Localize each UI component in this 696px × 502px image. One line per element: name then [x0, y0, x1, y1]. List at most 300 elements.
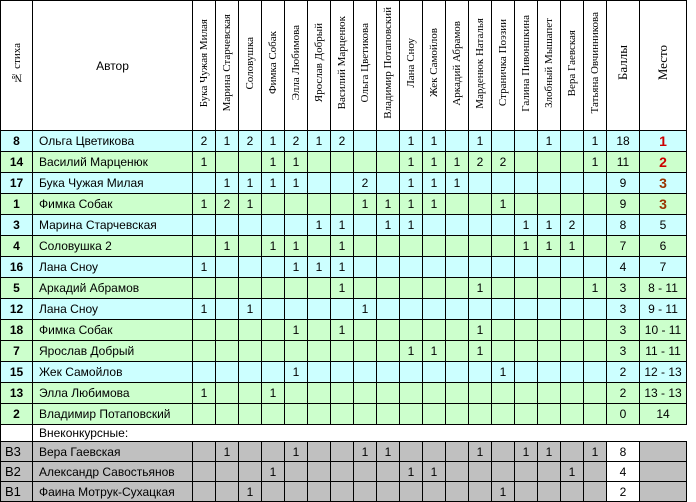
vote-cell[interactable]	[400, 442, 423, 462]
vote-cell[interactable]	[193, 362, 216, 383]
vote-cell[interactable]	[561, 341, 584, 362]
place-cell[interactable]: 5	[640, 215, 687, 236]
author-cell[interactable]: Соловушка 2	[33, 236, 193, 257]
vote-cell[interactable]	[377, 152, 400, 173]
vote-cell[interactable]: 1	[492, 362, 515, 383]
vote-cell[interactable]: 1	[423, 131, 446, 152]
vote-cell[interactable]	[308, 320, 331, 341]
score-cell[interactable]: 9	[607, 194, 640, 215]
score-cell[interactable]: 18	[607, 131, 640, 152]
vote-cell[interactable]	[354, 215, 377, 236]
vote-cell[interactable]	[262, 194, 285, 215]
place-cell[interactable]: 6	[640, 236, 687, 257]
vote-cell[interactable]: 1	[193, 299, 216, 320]
vote-cell[interactable]: 1	[377, 215, 400, 236]
author-cell[interactable]: Аркадий Абрамов	[33, 278, 193, 299]
vote-cell[interactable]	[308, 194, 331, 215]
vote-cell[interactable]	[354, 404, 377, 425]
vote-cell[interactable]	[584, 215, 607, 236]
vote-cell[interactable]	[377, 404, 400, 425]
vote-cell[interactable]	[308, 442, 331, 462]
poem-number[interactable]: 13	[1, 383, 33, 404]
vote-cell[interactable]	[239, 362, 262, 383]
vote-cell[interactable]: 1	[584, 442, 607, 462]
vote-cell[interactable]	[193, 462, 216, 482]
author-cell[interactable]: Лана Сноу	[33, 299, 193, 320]
vote-cell[interactable]	[400, 278, 423, 299]
vote-cell[interactable]	[285, 215, 308, 236]
vote-cell[interactable]	[584, 299, 607, 320]
vote-cell[interactable]	[515, 404, 538, 425]
place-cell[interactable]: 10 - 11	[640, 320, 687, 341]
vote-cell[interactable]	[515, 152, 538, 173]
vote-cell[interactable]	[262, 278, 285, 299]
vote-cell[interactable]	[561, 482, 584, 502]
vote-cell[interactable]	[538, 173, 561, 194]
vote-cell[interactable]: 1	[446, 173, 469, 194]
vote-cell[interactable]	[446, 236, 469, 257]
vote-cell[interactable]	[216, 278, 239, 299]
vote-cell[interactable]: 1	[262, 131, 285, 152]
vote-cell[interactable]	[446, 131, 469, 152]
vote-cell[interactable]	[492, 442, 515, 462]
vote-cell[interactable]	[538, 383, 561, 404]
vote-cell[interactable]	[193, 320, 216, 341]
vote-cell[interactable]	[285, 482, 308, 502]
vote-cell[interactable]	[331, 152, 354, 173]
vote-cell[interactable]: 1	[515, 215, 538, 236]
vote-cell[interactable]	[561, 442, 584, 462]
vote-cell[interactable]: 1	[469, 320, 492, 341]
place-cell[interactable]: 3	[640, 194, 687, 215]
place-cell[interactable]: 8 - 11	[640, 278, 687, 299]
vote-cell[interactable]	[423, 383, 446, 404]
vote-cell[interactable]: 1	[285, 236, 308, 257]
vote-cell[interactable]	[239, 215, 262, 236]
vote-cell[interactable]	[331, 462, 354, 482]
place-cell[interactable]: 2	[640, 152, 687, 173]
vote-cell[interactable]	[331, 299, 354, 320]
place-cell[interactable]: 11 - 11	[640, 341, 687, 362]
vote-cell[interactable]	[354, 462, 377, 482]
vote-cell[interactable]	[308, 362, 331, 383]
author-cell[interactable]: Фимка Собак	[33, 194, 193, 215]
vote-cell[interactable]	[538, 462, 561, 482]
vote-cell[interactable]	[216, 383, 239, 404]
poem-number[interactable]: В3	[1, 442, 33, 462]
score-cell[interactable]: 4	[607, 462, 640, 482]
vote-cell[interactable]: 1	[400, 173, 423, 194]
author-cell[interactable]: Вера Гаевская	[33, 442, 193, 462]
vote-cell[interactable]: 2	[354, 173, 377, 194]
vote-cell[interactable]	[354, 131, 377, 152]
vote-cell[interactable]	[515, 257, 538, 278]
vote-cell[interactable]	[400, 362, 423, 383]
vote-cell[interactable]	[193, 341, 216, 362]
author-cell[interactable]: Жек Самойлов	[33, 362, 193, 383]
place-cell[interactable]	[640, 442, 687, 462]
vote-cell[interactable]	[193, 404, 216, 425]
vote-cell[interactable]	[216, 299, 239, 320]
vote-cell[interactable]	[354, 362, 377, 383]
vote-cell[interactable]	[239, 383, 262, 404]
vote-cell[interactable]: 1	[469, 442, 492, 462]
vote-cell[interactable]	[561, 131, 584, 152]
vote-cell[interactable]	[584, 482, 607, 502]
vote-cell[interactable]	[446, 482, 469, 502]
poem-number[interactable]: В1	[1, 482, 33, 502]
vote-cell[interactable]	[308, 236, 331, 257]
vote-cell[interactable]: 1	[561, 462, 584, 482]
vote-cell[interactable]	[400, 236, 423, 257]
vote-cell[interactable]: 2	[193, 131, 216, 152]
poem-number[interactable]: 1	[1, 194, 33, 215]
vote-cell[interactable]	[354, 383, 377, 404]
vote-cell[interactable]	[423, 362, 446, 383]
vote-cell[interactable]	[561, 278, 584, 299]
vote-cell[interactable]	[331, 383, 354, 404]
score-cell[interactable]: 2	[607, 482, 640, 502]
poem-number[interactable]: 18	[1, 320, 33, 341]
vote-cell[interactable]: 1	[400, 462, 423, 482]
vote-cell[interactable]	[354, 482, 377, 502]
vote-cell[interactable]	[446, 462, 469, 482]
vote-cell[interactable]: 1	[469, 341, 492, 362]
vote-cell[interactable]	[584, 383, 607, 404]
vote-cell[interactable]	[538, 320, 561, 341]
score-cell[interactable]: 2	[607, 383, 640, 404]
vote-cell[interactable]	[492, 131, 515, 152]
vote-cell[interactable]	[538, 341, 561, 362]
vote-cell[interactable]: 2	[469, 152, 492, 173]
vote-cell[interactable]	[446, 320, 469, 341]
place-cell[interactable]	[640, 482, 687, 502]
vote-cell[interactable]	[377, 173, 400, 194]
vote-cell[interactable]	[561, 299, 584, 320]
vote-cell[interactable]	[377, 462, 400, 482]
vote-cell[interactable]: 1	[262, 173, 285, 194]
poem-number[interactable]: 12	[1, 299, 33, 320]
vote-cell[interactable]	[285, 462, 308, 482]
poem-number[interactable]: 5	[1, 278, 33, 299]
vote-cell[interactable]	[538, 404, 561, 425]
vote-cell[interactable]	[423, 278, 446, 299]
vote-cell[interactable]: 1	[308, 215, 331, 236]
vote-cell[interactable]	[561, 152, 584, 173]
vote-cell[interactable]: 1	[193, 194, 216, 215]
vote-cell[interactable]	[308, 482, 331, 502]
vote-cell[interactable]	[538, 482, 561, 502]
vote-cell[interactable]	[377, 236, 400, 257]
vote-cell[interactable]: 1	[193, 257, 216, 278]
vote-cell[interactable]: 1	[469, 278, 492, 299]
poem-number[interactable]: 8	[1, 131, 33, 152]
vote-cell[interactable]	[216, 257, 239, 278]
vote-cell[interactable]: 1	[331, 257, 354, 278]
vote-cell[interactable]: 2	[492, 152, 515, 173]
vote-cell[interactable]	[262, 442, 285, 462]
vote-cell[interactable]	[561, 320, 584, 341]
vote-cell[interactable]: 2	[561, 215, 584, 236]
score-cell[interactable]: 3	[607, 320, 640, 341]
author-cell[interactable]: Александр Савостьянов	[33, 462, 193, 482]
vote-cell[interactable]	[423, 442, 446, 462]
vote-cell[interactable]: 1	[239, 173, 262, 194]
vote-cell[interactable]: 1	[584, 152, 607, 173]
vote-cell[interactable]	[262, 257, 285, 278]
vote-cell[interactable]	[331, 173, 354, 194]
vote-cell[interactable]	[423, 404, 446, 425]
vote-cell[interactable]	[538, 278, 561, 299]
score-cell[interactable]: 4	[607, 257, 640, 278]
vote-cell[interactable]	[515, 278, 538, 299]
vote-cell[interactable]	[239, 442, 262, 462]
vote-cell[interactable]	[262, 299, 285, 320]
vote-cell[interactable]: 1	[262, 152, 285, 173]
vote-cell[interactable]	[515, 320, 538, 341]
vote-cell[interactable]: 1	[515, 236, 538, 257]
vote-cell[interactable]	[262, 215, 285, 236]
vote-cell[interactable]	[561, 257, 584, 278]
poem-number[interactable]: 16	[1, 257, 33, 278]
vote-cell[interactable]: 1	[308, 131, 331, 152]
vote-cell[interactable]	[285, 404, 308, 425]
vote-cell[interactable]	[561, 404, 584, 425]
place-cell[interactable]: 1	[640, 131, 687, 152]
vote-cell[interactable]	[469, 173, 492, 194]
vote-cell[interactable]	[492, 215, 515, 236]
place-cell[interactable]: 13 - 13	[640, 383, 687, 404]
vote-cell[interactable]	[446, 383, 469, 404]
vote-cell[interactable]: 1	[285, 152, 308, 173]
vote-cell[interactable]	[400, 482, 423, 502]
vote-cell[interactable]	[584, 236, 607, 257]
place-cell[interactable]: 3	[640, 173, 687, 194]
score-cell[interactable]: 3	[607, 341, 640, 362]
vote-cell[interactable]: 1	[239, 299, 262, 320]
author-cell[interactable]: Фимка Собак	[33, 320, 193, 341]
vote-cell[interactable]	[584, 173, 607, 194]
vote-cell[interactable]	[446, 194, 469, 215]
vote-cell[interactable]	[446, 215, 469, 236]
vote-cell[interactable]	[446, 404, 469, 425]
vote-cell[interactable]	[515, 341, 538, 362]
vote-cell[interactable]: 1	[239, 194, 262, 215]
author-cell[interactable]: Элла Любимова	[33, 383, 193, 404]
vote-cell[interactable]	[492, 278, 515, 299]
vote-cell[interactable]	[469, 462, 492, 482]
vote-cell[interactable]: 1	[400, 131, 423, 152]
vote-cell[interactable]	[423, 482, 446, 502]
vote-cell[interactable]: 1	[216, 131, 239, 152]
vote-cell[interactable]: 1	[285, 257, 308, 278]
vote-cell[interactable]	[400, 404, 423, 425]
vote-cell[interactable]	[469, 383, 492, 404]
vote-cell[interactable]	[377, 131, 400, 152]
vote-cell[interactable]	[193, 173, 216, 194]
vote-cell[interactable]	[193, 215, 216, 236]
vote-cell[interactable]	[584, 362, 607, 383]
vote-cell[interactable]: 1	[423, 462, 446, 482]
place-cell[interactable]: 7	[640, 257, 687, 278]
place-cell[interactable]	[640, 462, 687, 482]
vote-cell[interactable]: 1	[377, 194, 400, 215]
vote-cell[interactable]: 1	[216, 236, 239, 257]
vote-cell[interactable]	[193, 482, 216, 502]
vote-cell[interactable]	[331, 194, 354, 215]
vote-cell[interactable]	[285, 341, 308, 362]
vote-cell[interactable]	[285, 383, 308, 404]
vote-cell[interactable]	[354, 278, 377, 299]
vote-cell[interactable]	[193, 442, 216, 462]
vote-cell[interactable]	[239, 341, 262, 362]
vote-cell[interactable]: 1	[515, 442, 538, 462]
vote-cell[interactable]: 1	[538, 236, 561, 257]
vote-cell[interactable]	[400, 383, 423, 404]
vote-cell[interactable]	[538, 299, 561, 320]
vote-cell[interactable]: 1	[285, 173, 308, 194]
vote-cell[interactable]: 2	[216, 194, 239, 215]
vote-cell[interactable]	[469, 362, 492, 383]
vote-cell[interactable]	[423, 215, 446, 236]
vote-cell[interactable]: 1	[377, 442, 400, 462]
vote-cell[interactable]	[239, 462, 262, 482]
vote-cell[interactable]	[239, 236, 262, 257]
vote-cell[interactable]	[331, 482, 354, 502]
vote-cell[interactable]	[216, 152, 239, 173]
vote-cell[interactable]	[584, 462, 607, 482]
vote-cell[interactable]: 1	[308, 257, 331, 278]
vote-cell[interactable]	[331, 362, 354, 383]
vote-cell[interactable]	[216, 320, 239, 341]
vote-cell[interactable]	[239, 320, 262, 341]
vote-cell[interactable]	[469, 404, 492, 425]
vote-cell[interactable]	[515, 482, 538, 502]
place-cell[interactable]: 12 - 13	[640, 362, 687, 383]
vote-cell[interactable]	[354, 152, 377, 173]
vote-cell[interactable]	[308, 404, 331, 425]
vote-cell[interactable]: 1	[331, 278, 354, 299]
vote-cell[interactable]: 1	[331, 236, 354, 257]
vote-cell[interactable]	[446, 362, 469, 383]
vote-cell[interactable]	[239, 152, 262, 173]
vote-cell[interactable]: 1	[538, 215, 561, 236]
vote-cell[interactable]	[354, 257, 377, 278]
author-cell[interactable]: Фаина Мотрук-Сухацкая	[33, 482, 193, 502]
vote-cell[interactable]	[423, 236, 446, 257]
vote-cell[interactable]	[216, 482, 239, 502]
vote-cell[interactable]	[262, 341, 285, 362]
place-cell[interactable]: 14	[640, 404, 687, 425]
vote-cell[interactable]	[308, 341, 331, 362]
vote-cell[interactable]	[423, 320, 446, 341]
score-cell[interactable]: 2	[607, 362, 640, 383]
vote-cell[interactable]	[469, 236, 492, 257]
score-cell[interactable]: 9	[607, 173, 640, 194]
vote-cell[interactable]	[423, 299, 446, 320]
vote-cell[interactable]: 1	[400, 341, 423, 362]
vote-cell[interactable]	[515, 131, 538, 152]
vote-cell[interactable]	[331, 442, 354, 462]
vote-cell[interactable]	[446, 299, 469, 320]
vote-cell[interactable]: 1	[469, 131, 492, 152]
score-cell[interactable]: 3	[607, 278, 640, 299]
vote-cell[interactable]	[285, 194, 308, 215]
vote-cell[interactable]	[216, 215, 239, 236]
vote-cell[interactable]: 1	[492, 194, 515, 215]
vote-cell[interactable]	[584, 320, 607, 341]
vote-cell[interactable]: 2	[285, 131, 308, 152]
poem-number[interactable]: 3	[1, 215, 33, 236]
vote-cell[interactable]	[469, 194, 492, 215]
vote-cell[interactable]	[492, 320, 515, 341]
vote-cell[interactable]: 1	[538, 442, 561, 462]
poem-number[interactable]: 2	[1, 404, 33, 425]
vote-cell[interactable]	[308, 152, 331, 173]
vote-cell[interactable]	[515, 362, 538, 383]
author-cell[interactable]: Ольга Цветикова	[33, 131, 193, 152]
vote-cell[interactable]: 1	[354, 194, 377, 215]
vote-cell[interactable]	[377, 482, 400, 502]
vote-cell[interactable]: 2	[239, 131, 262, 152]
poem-number[interactable]: 7	[1, 341, 33, 362]
vote-cell[interactable]: 1	[354, 442, 377, 462]
vote-cell[interactable]	[400, 299, 423, 320]
vote-cell[interactable]	[400, 320, 423, 341]
vote-cell[interactable]	[308, 299, 331, 320]
vote-cell[interactable]	[262, 320, 285, 341]
vote-cell[interactable]	[400, 257, 423, 278]
vote-cell[interactable]	[538, 194, 561, 215]
vote-cell[interactable]	[239, 404, 262, 425]
vote-cell[interactable]: 1	[561, 236, 584, 257]
vote-cell[interactable]	[377, 299, 400, 320]
vote-cell[interactable]	[584, 257, 607, 278]
vote-cell[interactable]	[492, 383, 515, 404]
vote-cell[interactable]	[492, 341, 515, 362]
author-cell[interactable]: Ярослав Добрый	[33, 341, 193, 362]
vote-cell[interactable]	[584, 404, 607, 425]
vote-cell[interactable]	[446, 278, 469, 299]
vote-cell[interactable]	[561, 362, 584, 383]
vote-cell[interactable]: 2	[331, 131, 354, 152]
vote-cell[interactable]: 1	[193, 152, 216, 173]
vote-cell[interactable]	[354, 320, 377, 341]
vote-cell[interactable]	[515, 383, 538, 404]
vote-cell[interactable]	[423, 257, 446, 278]
vote-cell[interactable]: 1	[285, 320, 308, 341]
vote-cell[interactable]: 1	[423, 173, 446, 194]
vote-cell[interactable]	[492, 257, 515, 278]
vote-cell[interactable]: 1	[285, 362, 308, 383]
vote-cell[interactable]: 1	[285, 442, 308, 462]
vote-cell[interactable]	[538, 257, 561, 278]
vote-cell[interactable]	[492, 462, 515, 482]
poem-number[interactable]: 4	[1, 236, 33, 257]
vote-cell[interactable]: 1	[262, 383, 285, 404]
vote-cell[interactable]	[538, 152, 561, 173]
vote-cell[interactable]	[239, 257, 262, 278]
vote-cell[interactable]	[331, 404, 354, 425]
vote-cell[interactable]	[538, 362, 561, 383]
vote-cell[interactable]: 1	[423, 194, 446, 215]
author-cell[interactable]: Владимир Потаповский	[33, 404, 193, 425]
score-cell[interactable]: 3	[607, 299, 640, 320]
vote-cell[interactable]	[262, 482, 285, 502]
vote-cell[interactable]	[377, 257, 400, 278]
vote-cell[interactable]	[308, 173, 331, 194]
vote-cell[interactable]: 1	[216, 173, 239, 194]
